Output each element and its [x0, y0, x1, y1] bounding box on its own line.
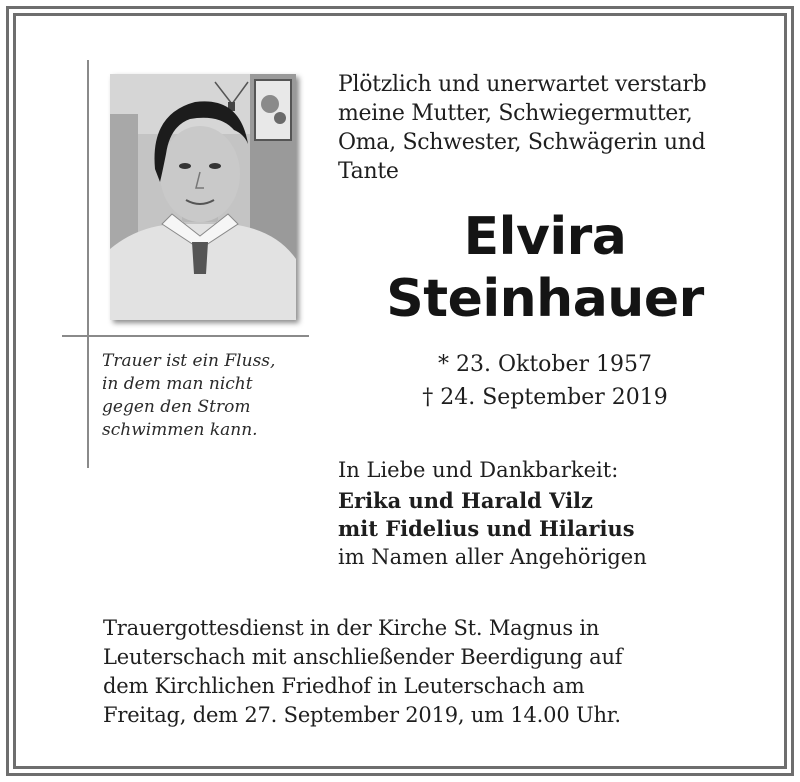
intro-line: Tante — [338, 159, 399, 184]
funeral-line: dem Kirchlichen Friedhof in Leuterschach am — [103, 674, 585, 698]
mourners-closing: im Namen aller Angehörigen — [338, 545, 647, 569]
intro-line: Plötzlich und unerwartet verstarb — [338, 72, 707, 97]
first-name: Elvira — [463, 207, 627, 267]
mourner-names: Erika und Harald Vilz — [338, 488, 593, 513]
funeral-line: Trauergottesdienst in der Kirche St. Magnus in — [103, 616, 600, 640]
funeral-service-info — [103, 614, 763, 730]
cross-horizontal-line — [62, 335, 309, 337]
death-date: † 24. September 2019 — [422, 385, 668, 410]
last-name: Steinhauer — [386, 269, 704, 329]
portrait-photo — [110, 74, 296, 320]
funeral-line: Freitag, dem 27. September 2019, um 14.00 Uhr. — [103, 703, 621, 727]
life-dates — [330, 348, 760, 414]
quote-line: in dem man nicht — [102, 374, 253, 394]
funeral-line: Leuterschach mit anschließender Beerdigung auf — [103, 645, 623, 669]
announcement-intro — [338, 70, 758, 186]
quote-line: Trauer ist ein Fluss, — [102, 351, 276, 371]
birth-date: * 23. Oktober 1957 — [437, 352, 653, 377]
mourner-names: mit Fidelius und Hilarius — [338, 516, 635, 541]
intro-line: meine Mutter, Schwiegermutter, — [338, 101, 693, 126]
quote-line: gegen den Strom — [102, 397, 251, 417]
mourners-block — [338, 456, 768, 571]
intro-line: Oma, Schwester, Schwägerin und — [338, 130, 706, 155]
cross-vertical-line — [87, 60, 89, 468]
quote-line: schwimmen kann. — [102, 420, 258, 440]
deceased-name — [330, 206, 760, 330]
mourners-intro: In Liebe und Dankbarkeit: — [338, 458, 619, 482]
mourning-quote — [102, 350, 312, 442]
